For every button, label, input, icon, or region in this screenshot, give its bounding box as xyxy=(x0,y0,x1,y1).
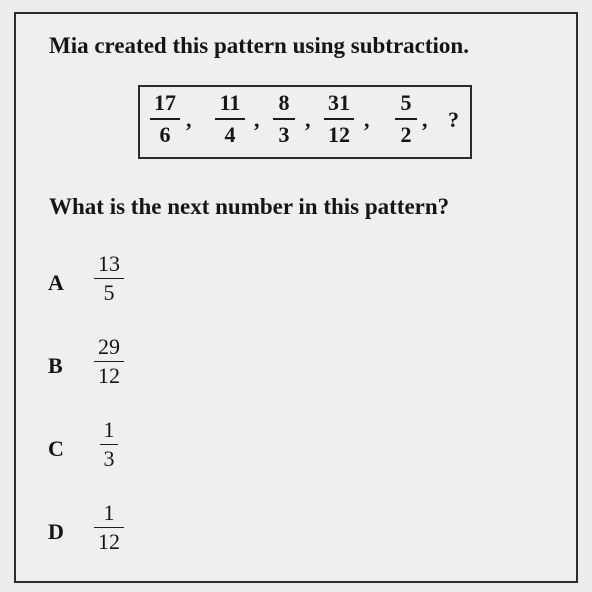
denominator: 6 xyxy=(159,122,171,147)
denominator: 3 xyxy=(278,122,290,147)
fraction-bar xyxy=(324,118,354,120)
choice-letter: C xyxy=(48,436,64,461)
fraction-bar xyxy=(215,118,245,120)
choice-fraction xyxy=(94,502,124,553)
fraction-bar xyxy=(273,118,295,120)
choice-letter: A xyxy=(48,270,64,295)
denominator: 12 xyxy=(98,529,120,554)
pattern-comma: , xyxy=(305,107,311,132)
pattern-fraction-5 xyxy=(395,92,417,146)
fraction-bar xyxy=(94,361,124,362)
pattern-unknown: ? xyxy=(448,107,459,132)
denominator: 12 xyxy=(328,122,350,147)
pattern-fraction-3 xyxy=(273,92,295,146)
numerator: 29 xyxy=(98,334,120,359)
numerator: 1 xyxy=(103,500,115,525)
intro-text: Mia created this pattern using subtraction. xyxy=(49,33,469,58)
question-text: What is the next number in this pattern? xyxy=(49,194,450,219)
pattern-fraction-1 xyxy=(150,92,180,146)
fraction-bar xyxy=(100,444,118,445)
denominator: 2 xyxy=(400,122,412,147)
choice-fraction xyxy=(94,253,124,304)
numerator: 5 xyxy=(400,90,412,115)
pattern-box xyxy=(138,85,472,159)
denominator: 4 xyxy=(224,122,236,147)
choice-letter: D xyxy=(48,519,64,544)
pattern-comma: , xyxy=(254,107,260,132)
pattern-comma: , xyxy=(422,107,428,132)
numerator: 17 xyxy=(154,90,176,115)
numerator: 31 xyxy=(328,90,350,115)
numerator: 8 xyxy=(278,90,290,115)
numerator: 1 xyxy=(103,417,115,442)
denominator: 5 xyxy=(103,280,115,305)
pattern-fraction-2 xyxy=(215,92,245,146)
choice-fraction xyxy=(100,419,118,470)
fraction-bar xyxy=(395,118,417,120)
denominator: 3 xyxy=(103,446,115,471)
fraction-bar xyxy=(94,278,124,279)
choice-letter: B xyxy=(48,353,63,378)
numerator: 11 xyxy=(219,90,241,115)
denominator: 12 xyxy=(98,363,120,388)
pattern-fraction-4 xyxy=(324,92,354,146)
fraction-bar xyxy=(94,527,124,528)
pattern-comma: , xyxy=(364,107,370,132)
choice-fraction xyxy=(94,336,124,387)
numerator: 13 xyxy=(98,251,120,276)
fraction-bar xyxy=(150,118,180,120)
pattern-comma: , xyxy=(186,107,192,132)
